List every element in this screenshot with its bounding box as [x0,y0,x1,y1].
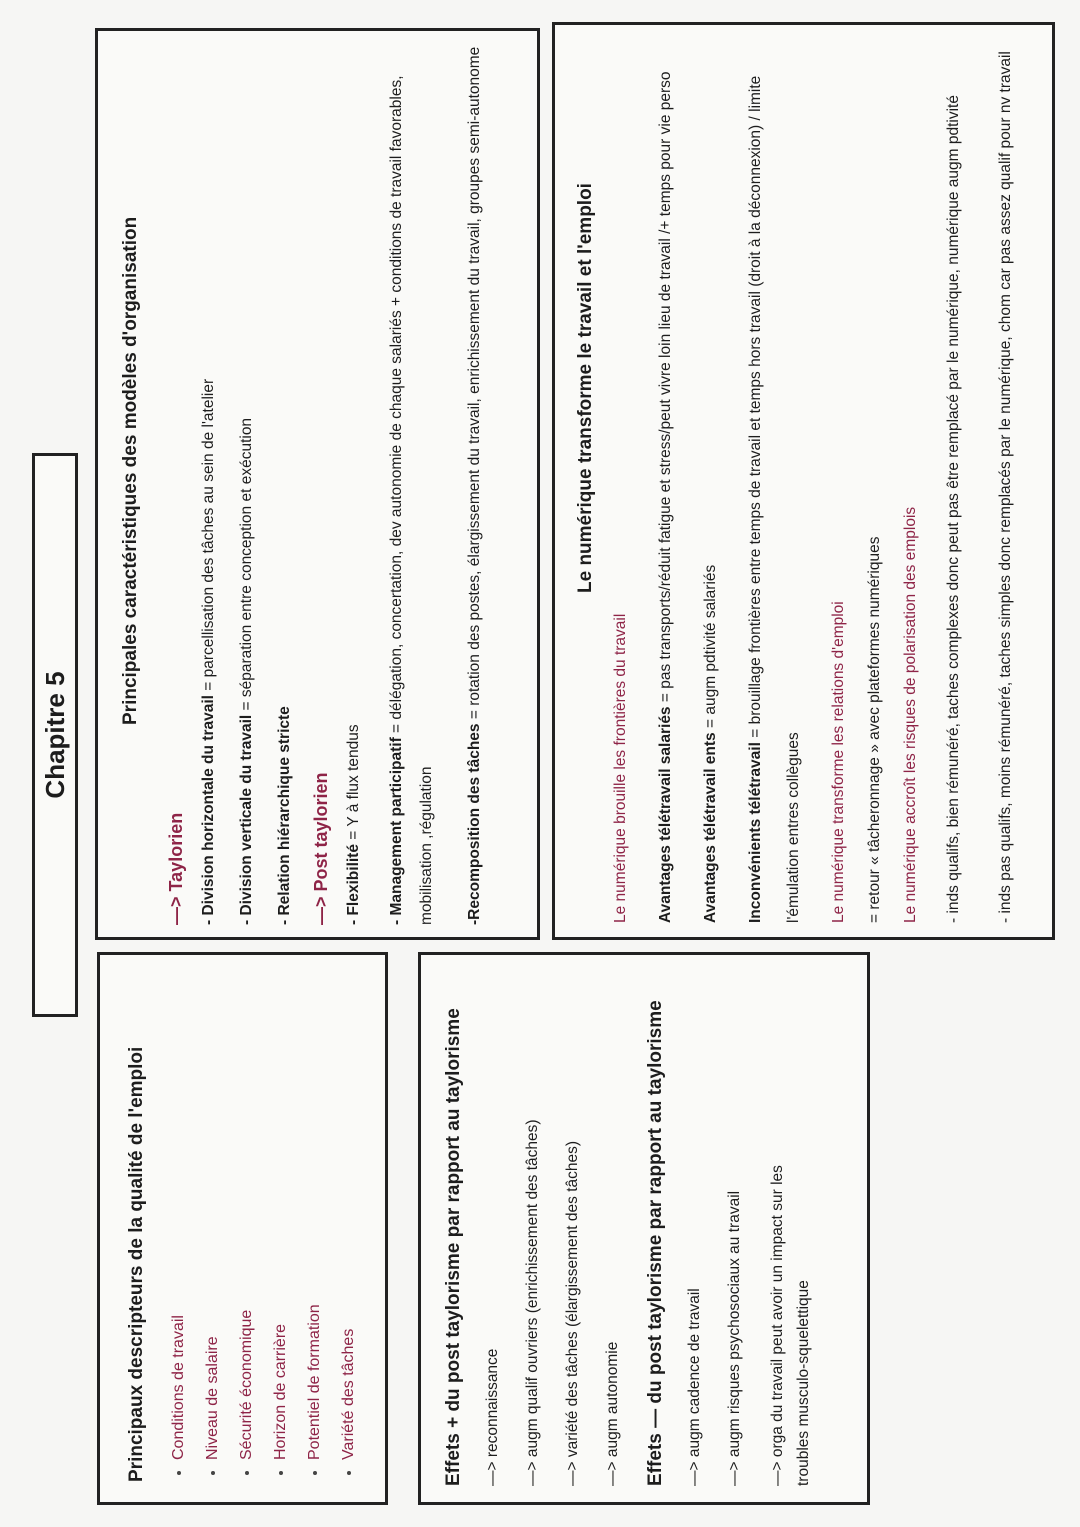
numerique-subheading: Le numérique accroît les risques de polarisation des emplois [902,506,919,923]
item-desc: = brouillage frontières entre temps de travail et temps hors travail (droit à la déconnexion) / limite l'émulation entres collègues [747,75,802,923]
modele-item [456,43,494,925]
effet-plus: —> variété des tâches (élargissement des tâches) [564,1140,581,1486]
effet-minus: —> orga du travail peut avoir un impact sur les troubles musculo-squelettique [769,1165,812,1486]
item-term: - Division horizontale du travail [200,695,217,925]
numerique-item [701,39,721,923]
item-desc: = pas transports/réduit fatigue et stress/peut vivre loin lieu de travail /+ temps pour vie perso [657,71,674,707]
numerique-item: = retour « tâcheronnage » avec plateformes numériques [866,536,883,923]
modele-item [199,43,219,925]
modele-item [344,43,364,925]
item-term: -Recomposition des tâches [466,723,483,925]
effet-minus: —> augm cadence de travail [686,1288,703,1486]
effet-plus: —> reconnaissance [484,1348,501,1486]
item-desc: = rotation des postes, élargissement du travail, enrichissement du travail, groupes semi-autonome [466,46,483,724]
modeles-box [95,28,540,940]
numerique-item [647,39,685,923]
effet-minus: —> augm risques psychosociaux au travail [726,1190,743,1486]
effets-box [418,952,870,1505]
effets-minus-heading: Effets — du post taylorisme par rapport au taylorisme [645,1000,666,1486]
item-desc: = délégation, concertation, dev autonomie de chaque salariés + conditions de travail favorables, mobilisation ,régulation [388,75,435,925]
numerique-heading: Le numérique transforme le travail et l'emploi [575,183,596,593]
post-taylorien-heading: —> Post taylorien [311,772,331,925]
numerique-item: - inds pas qualifs, moins rémunéré, taches simples donc remplacés par le numérique, chom car pas assez qualif pour nv travail [997,51,1014,923]
modele-item [382,43,442,925]
list-item: • Niveau de salaire [204,975,222,1460]
item-term: Inconvénients télétravail [747,742,764,923]
numerique-item [737,39,813,923]
item-desc: = Y à flux tendus [345,724,362,845]
effet-plus: —> augm qualif ouvriers (enrichissement des tâches) [524,1119,541,1486]
taylorien-heading: —> Taylorien [166,812,186,925]
list-item: • Sécurité économique [238,975,256,1460]
descripteurs-heading: Principaux descripteurs de la qualité de l'emploi [126,1046,147,1482]
numerique-subheading: Le numérique brouille les frontières du travail [612,613,629,923]
modele-item [275,43,295,925]
item-term: Avantages télétravail salariés [657,706,674,923]
descripteurs-box [97,952,388,1505]
modele-item [237,43,257,925]
modeles-heading: Principales caractéristiques des modèles d'organisation [120,216,141,725]
numerique-item: - inds qualifs, bien rémunéré, taches complexes donc peut pas être remplacé par le numérique, numérique augm pdtivité [945,95,962,923]
list-item: • Conditions de travail [170,975,188,1460]
item-desc: = séparation entre conception et exécution [238,417,255,715]
item-desc: = augm pdtivité salariés [702,564,719,733]
item-term: Avantages télétravail ents [702,732,719,923]
descripteurs-list [170,975,358,1482]
list-item: • Potentiel de formation [306,975,324,1460]
item-term: - Management participatif [388,737,405,925]
numerique-subheading: Le numérique transforme les relations d'emploi [830,601,847,923]
effets-plus-heading: Effets + du post taylorisme par rapport au taylorisme [443,1008,464,1486]
numerique-box [552,22,1055,940]
chapter-title: Chapitre 5 [32,453,78,1017]
list-item: • Horizon de carrière [272,975,290,1460]
list-item: • Variété des tâches [340,975,358,1460]
item-desc: = parcellisation des tâches au sein de l'atelier [200,378,217,696]
effet-plus: —> augm autonomie [604,1341,621,1486]
item-term: - Relation hiérarchique stricte [276,706,293,925]
item-term: - Division verticale du travail [238,714,255,925]
item-term: - Flexibilité [345,844,362,925]
